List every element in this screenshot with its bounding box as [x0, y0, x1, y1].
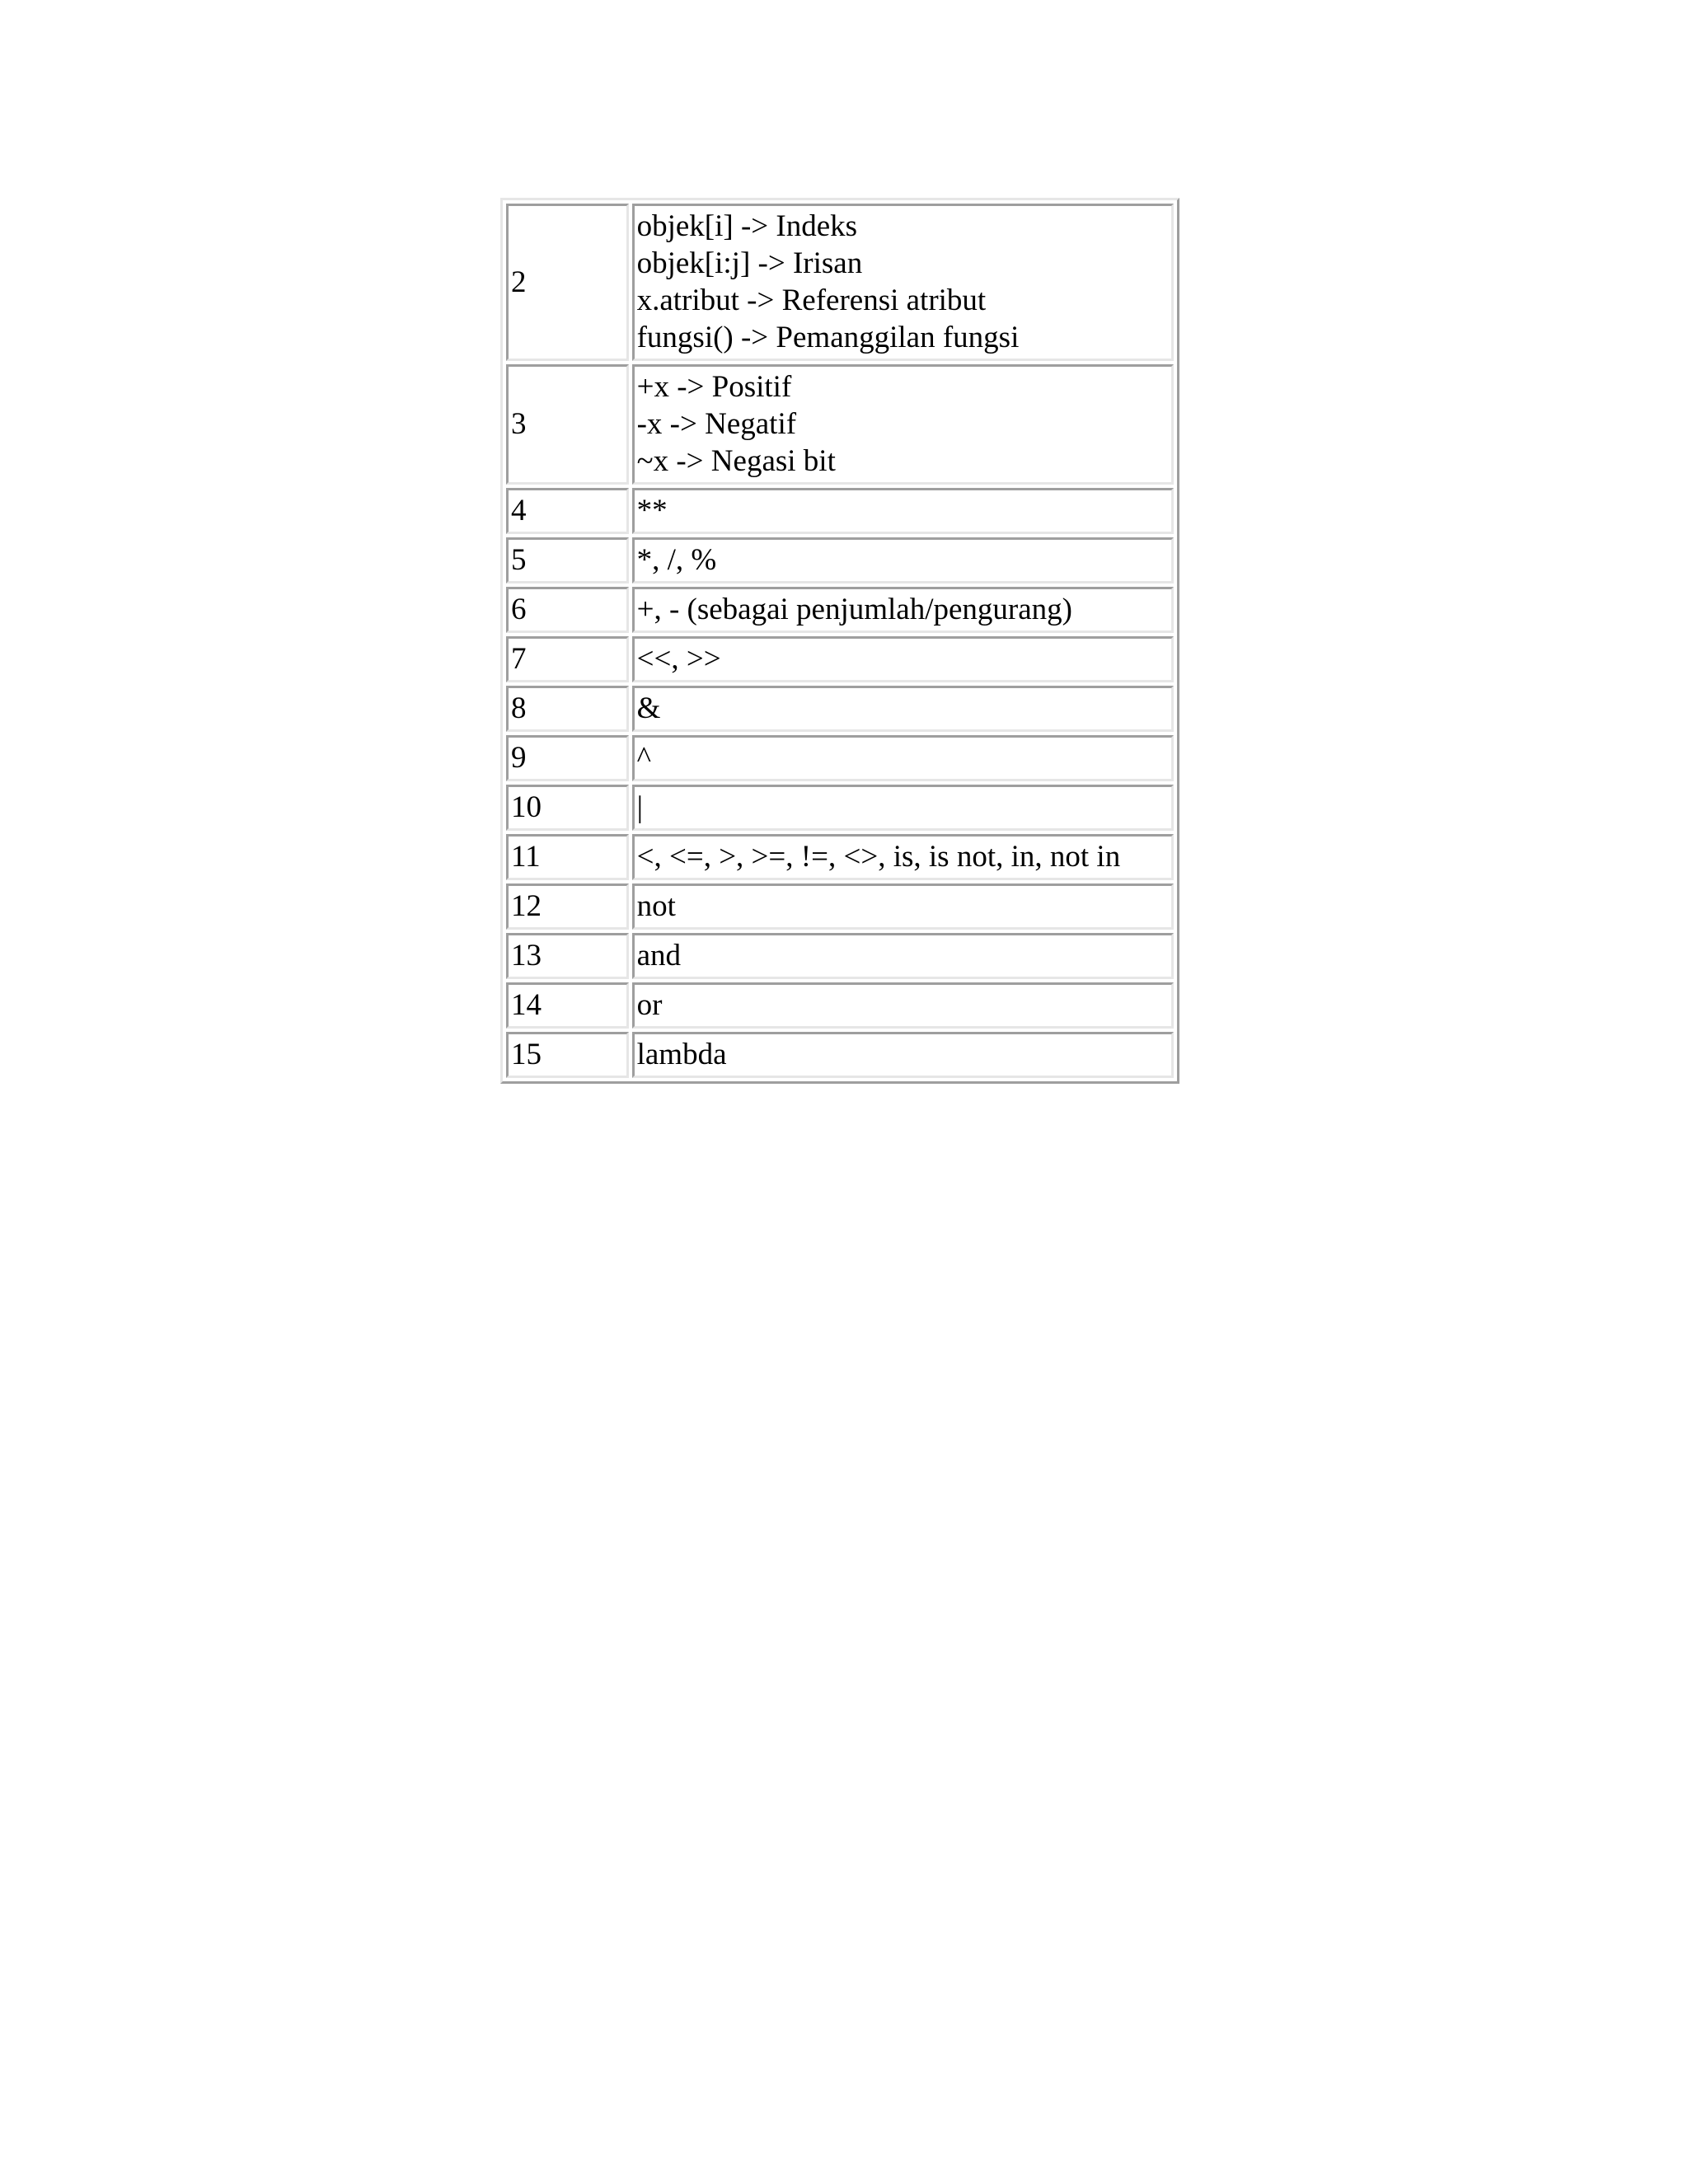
table-row [506, 587, 1174, 633]
operator-cell [632, 933, 1174, 979]
precedence-level-cell: 6 [506, 587, 629, 633]
precedence-level-cell: 5 [506, 537, 629, 583]
operator-text: or [636, 988, 663, 1022]
precedence-level-cell: 7 [506, 636, 629, 682]
precedence-level-cell: 11 [506, 834, 629, 880]
table-row [506, 834, 1174, 880]
table-row [506, 204, 1174, 361]
operator-text: *, /, % [636, 543, 717, 577]
operator-text: <, <=, >, >=, !=, <>, is, is not, in, not in [636, 840, 1121, 874]
operator-text: ^ [636, 741, 651, 775]
operator-text: ** [636, 494, 668, 527]
precedence-level-cell: 13 [506, 933, 629, 979]
operator-cell [632, 735, 1174, 781]
precedence-level-cell: 3 [506, 364, 629, 485]
precedence-level-cell: 14 [506, 982, 629, 1029]
table-row [506, 883, 1174, 930]
table-row [506, 1032, 1174, 1078]
table-row [506, 537, 1174, 583]
operator-text: fungsi() -> Pemanggilan fungsi [636, 321, 1020, 354]
operator-text: & [636, 691, 661, 725]
operator-cell [632, 686, 1174, 732]
precedence-level-cell: 12 [506, 883, 629, 930]
table-row [506, 636, 1174, 682]
operator-text: not [636, 889, 676, 923]
operator-text: objek[i] -> Indeks [636, 209, 858, 243]
operator-text: lambda [636, 1038, 727, 1071]
operator-cell [632, 204, 1174, 361]
table-row [506, 735, 1174, 781]
operator-cell [632, 587, 1174, 633]
operator-text: <<, >> [636, 642, 721, 676]
operator-cell [632, 785, 1174, 831]
precedence-level-cell: 2 [506, 204, 629, 361]
operator-cell [632, 1032, 1174, 1078]
precedence-level-cell: 8 [506, 686, 629, 732]
operator-precedence-table [500, 198, 1179, 1084]
precedence-level-cell: 15 [506, 1032, 629, 1078]
operator-text: +, - (sebagai penjumlah/pengurang) [636, 593, 1072, 626]
operator-cell [632, 537, 1174, 583]
operator-text: objek[i:j] -> Irisan [636, 246, 863, 280]
operator-cell [632, 488, 1174, 534]
operator-text: +x -> Positif [636, 370, 792, 404]
table-row [506, 686, 1174, 732]
table-row [506, 364, 1174, 485]
precedence-level-cell: 4 [506, 488, 629, 534]
table-body [506, 204, 1174, 1078]
operator-text: and [636, 939, 682, 972]
table-row [506, 982, 1174, 1029]
operator-cell [632, 636, 1174, 682]
operator-text: | [636, 790, 644, 824]
table-row [506, 933, 1174, 979]
operator-text: x.atribut -> Referensi atribut [636, 284, 987, 317]
table-row [506, 488, 1174, 534]
precedence-level-cell: 9 [506, 735, 629, 781]
operator-text: -x -> Negatif [636, 407, 797, 441]
operator-cell [632, 883, 1174, 930]
operator-text: ~x -> Negasi bit [636, 444, 836, 478]
precedence-level-cell: 10 [506, 785, 629, 831]
table-row [506, 785, 1174, 831]
operator-cell [632, 834, 1174, 880]
operator-cell [632, 364, 1174, 485]
operator-cell [632, 982, 1174, 1029]
